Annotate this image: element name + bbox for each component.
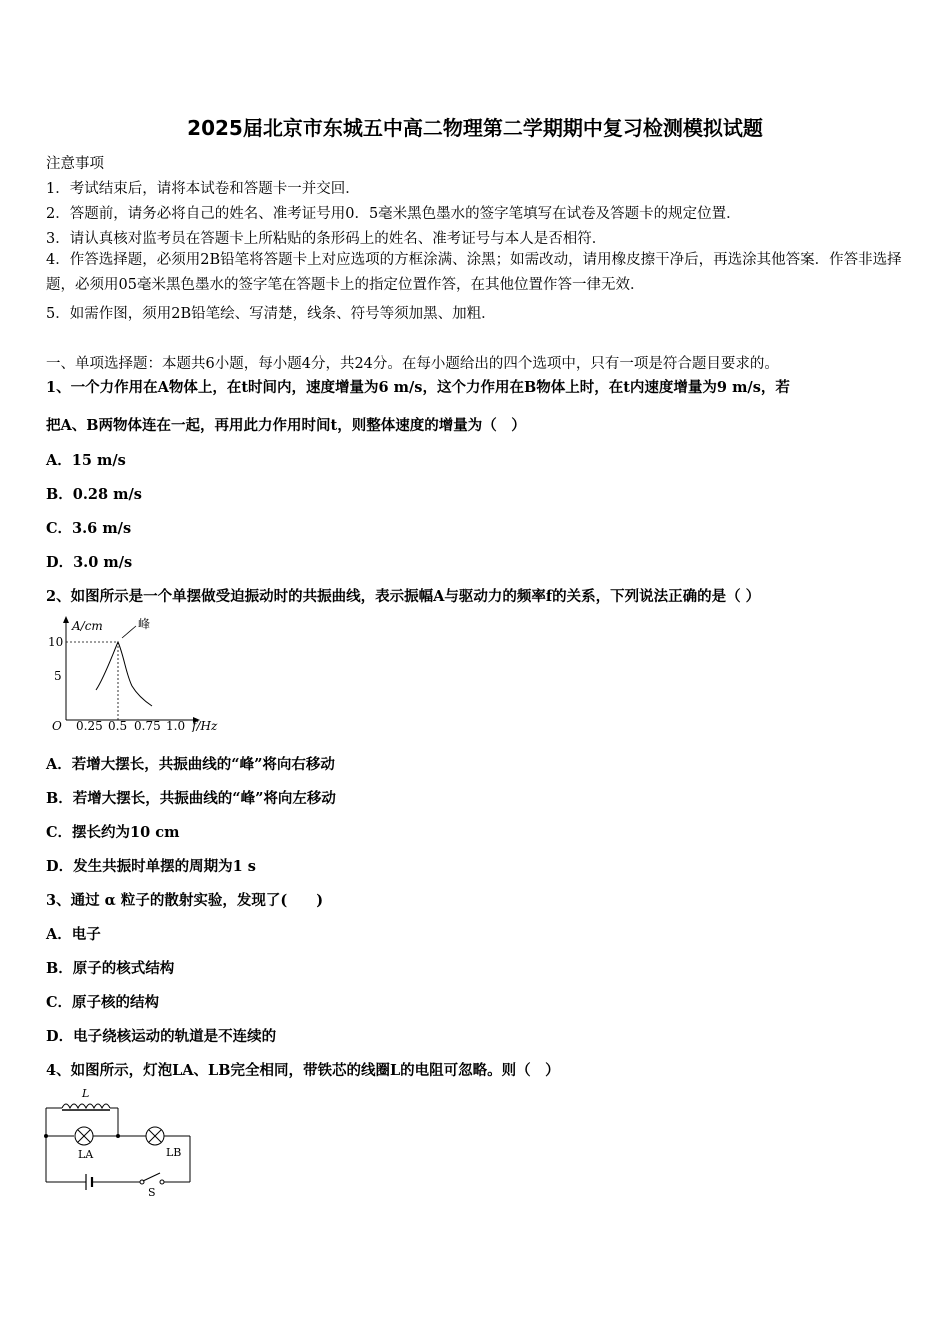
y-tick-5: 5 — [54, 669, 62, 683]
junction-left — [44, 1134, 48, 1138]
q1-stem-line2: 把A、B两物体连在一起，再用此力作用时间t，则整体速度的增量为（ ） — [46, 417, 526, 434]
section-heading: 一、单项选择题：本题共6小题，每小题4分，共24分。在每小题给出的四个选项中，只有一项是符合题目要求的。 — [46, 356, 779, 372]
q3-option-c: C．原子核的结构 — [46, 994, 160, 1011]
y-axis-arrow — [63, 616, 69, 623]
resonance-curve-figure — [46, 612, 236, 732]
notice-item-5: 5．如需作图，须用2B铅笔绘、写清楚，线条、符号等须加黑、加粗． — [46, 306, 496, 322]
q3-stem: 3、通过 α 粒子的散射实验，发现了( ) — [46, 892, 324, 909]
notice-item-1: 1．考试结束后，请将本试卷和答题卡一并交回． — [46, 181, 360, 197]
q3-option-a: A．电子 — [46, 926, 101, 943]
x-tick-1.0: 1.0 — [166, 719, 186, 732]
notice-item-4: 4．作答选择题，必须用2B铅笔将答题卡上对应选项的方框涂满、涂黑；如需改动，请用橡皮擦干净后，再选涂其他答案．作答非选择题，必须用05毫米黑色墨水的签字笔在答题卡上的指定位置作答，在其他位置作答一律无效． — [46, 252, 902, 293]
q2-option-a: A．若增大摆长，共振曲线的“峰”将向右移动 — [46, 756, 335, 773]
coil-label: L — [82, 1087, 90, 1100]
lamp-a-label: LA — [78, 1148, 94, 1161]
peak-pointer — [122, 626, 136, 638]
resonance-curve — [96, 642, 152, 706]
q1-option-b: B．0.28 m/s — [46, 486, 142, 503]
q3-option-b: B．原子的核式结构 — [46, 960, 175, 977]
notice-heading: 注意事项 — [46, 156, 104, 172]
switch-label: S — [148, 1186, 156, 1199]
x-tick-0.75: 0.75 — [134, 719, 161, 732]
notice-item-3: 3．请认真核对监考员在答题卡上所粘贴的条形码上的姓名、准考证号与本人是否相符． — [46, 231, 607, 247]
coil — [62, 1104, 110, 1108]
lamp-b-label: LB — [166, 1146, 182, 1159]
q2-stem: 2、如图所示是一个单摆做受迫振动时的共振曲线，表示振幅A与驱动力的频率f的关系，下列说法正确的是（ ） — [46, 588, 761, 605]
q1-option-a: A．15 m/s — [46, 452, 126, 469]
page-title: 2025届北京市东城五中高二物理第二学期期中复习检测模拟试题 — [187, 116, 763, 140]
origin-label: O — [52, 719, 62, 732]
q2-option-b: B．若增大摆长，共振曲线的“峰”将向左移动 — [46, 790, 336, 807]
y-tick-10: 10 — [48, 635, 64, 649]
junction-right — [116, 1134, 120, 1138]
q3-option-d: D．电子绕核运动的轨道是不连续的 — [46, 1028, 277, 1045]
x-axis-label: f/Hz — [192, 719, 218, 732]
notice-item-2: 2．答题前，请务必将自己的姓名、准考证号用0．5毫米黑色墨水的签字笔填写在试卷及答题卡的规定位置． — [46, 206, 741, 222]
peak-label: 峰 — [138, 617, 151, 631]
circuit-figure — [40, 1086, 200, 1202]
q2-option-d: D．发生共振时单摆的周期为1 s — [46, 858, 256, 875]
switch-contact-right — [160, 1180, 164, 1184]
x-tick-0.25: 0.25 — [76, 719, 103, 732]
q4-stem: 4、如图所示，灯泡LA、LB完全相同，带铁芯的线圈L的电阻可忽略。则（ ） — [46, 1062, 560, 1079]
q1-option-c: C．3.6 m/s — [46, 520, 132, 537]
q1-stem-line1: 1、一个力作用在A物体上，在t时间内，速度增量为6 m/s，这个力作用在B物体上时，在t内速度增量为9 m/s，若 — [46, 379, 790, 396]
q2-option-c: C．摆长约为10 cm — [46, 824, 180, 841]
y-axis-label: A/cm — [72, 619, 103, 633]
q1-option-d: D．3.0 m/s — [46, 554, 133, 571]
switch-blade — [143, 1173, 160, 1181]
x-tick-0.5: 0.5 — [108, 719, 128, 732]
